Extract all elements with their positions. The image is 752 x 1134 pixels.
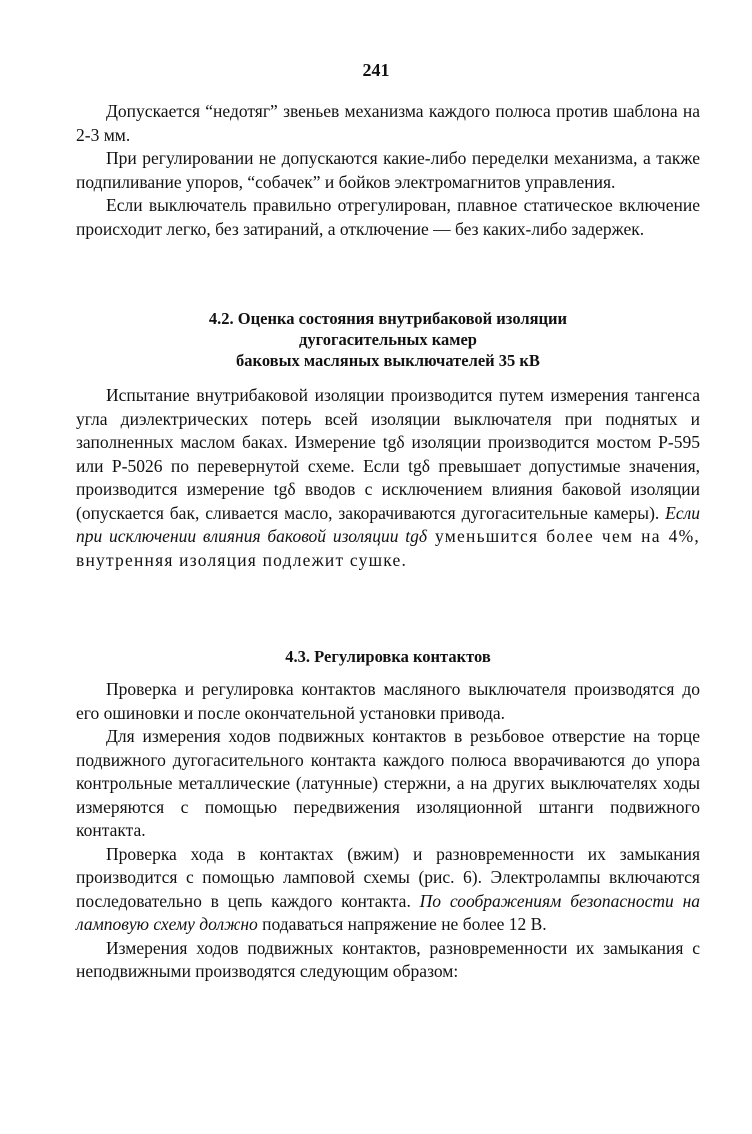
lamp-scheme-tail: подаваться напряжение не более 12 В. <box>257 914 547 934</box>
lamp-scheme-text: Проверка хода в контактах (вжим) и разновременности их замыкания производится с помощью ламповой схемы (рис. 6). Электролампы включаются последовательно в цепь каждого контакта. <box>76 843 700 911</box>
section-4-3-body <box>76 678 700 984</box>
intro-text <box>76 100 700 241</box>
heading-line-1: 4.2. Оценка состояния внутрибаковой изоляции <box>208 309 568 328</box>
heading-4-3: 4.3. Регулировка контактов <box>285 647 491 666</box>
section-4-3-heading <box>76 646 700 667</box>
insulation-test-italic: Если при исключении влияния баковой изоляции tgδ <box>76 502 700 546</box>
section-4-2-body <box>76 384 700 572</box>
insulation-test-tail: уменьшится более чем на 4%, внутренняя изоляция подлежит сушке. <box>76 526 700 570</box>
section-4-2-heading <box>76 308 700 371</box>
paragraph-no-modifications: При регулировании не допускаются какие-либо переделки механизма, а также подпиливание упоров, “собачек” и бойков электромагнитов управления. <box>76 148 700 192</box>
paragraph-lamp-scheme <box>76 843 700 937</box>
lamp-scheme-italic: По соображениям безопасности на ламповую схему должно <box>76 890 701 934</box>
heading-line-2: дугогасительных камер <box>299 330 477 349</box>
paragraph-stroke-measurement: Для измерения ходов подвижных контактов в резьбовое отверстие на торце подвижного дугогасительного контакта каждого полюса вворачиваются до упора контрольные металлические (латунные) стержни, а на других выключателях ходы измеряются с помощью передвижения изоляционной штанги подвижного контакта. <box>76 726 700 840</box>
paragraph-undertension: Допускается “недотяг” звеньев механизма каждого полюса против шаблона на 2-3 мм. <box>76 101 700 145</box>
paragraph-insulation-test <box>76 384 700 572</box>
paragraph-smooth-switching: Если выключатель правильно отрегулирован, плавное статическое включение происходит легко, без затираний, а отключение — без каких-либо задержек. <box>76 195 700 239</box>
insulation-test-text: Испытание внутрибаковой изоляции производится путем измерения тангенса угла диэлектрических потерь всей изоляции выключателя при поднятых и заполненных маслом баках. Измерение tgδ изоляции производится мостом Р-595 или Р-5026 по перевернутой схеме. Если tgδ превышает допустимые значения, производится измерение tgδ вводов с исключением влияния баковой изоляции (опускается бак, сливается масло, закорачиваются дугогасительные камеры). <box>76 385 700 523</box>
paragraph-contact-check: Проверка и регулировка контактов масляного выключателя производятся до его ошиновки и после окончательной установки привода. <box>76 679 700 723</box>
paragraph-measurement-procedure: Измерения ходов подвижных контактов, разновременности их замыкания с неподвижными производятся следующим образом: <box>76 937 700 981</box>
heading-line-3: баковых масляных выключателей 35 кВ <box>236 351 540 370</box>
page-number: 241 <box>362 60 390 80</box>
